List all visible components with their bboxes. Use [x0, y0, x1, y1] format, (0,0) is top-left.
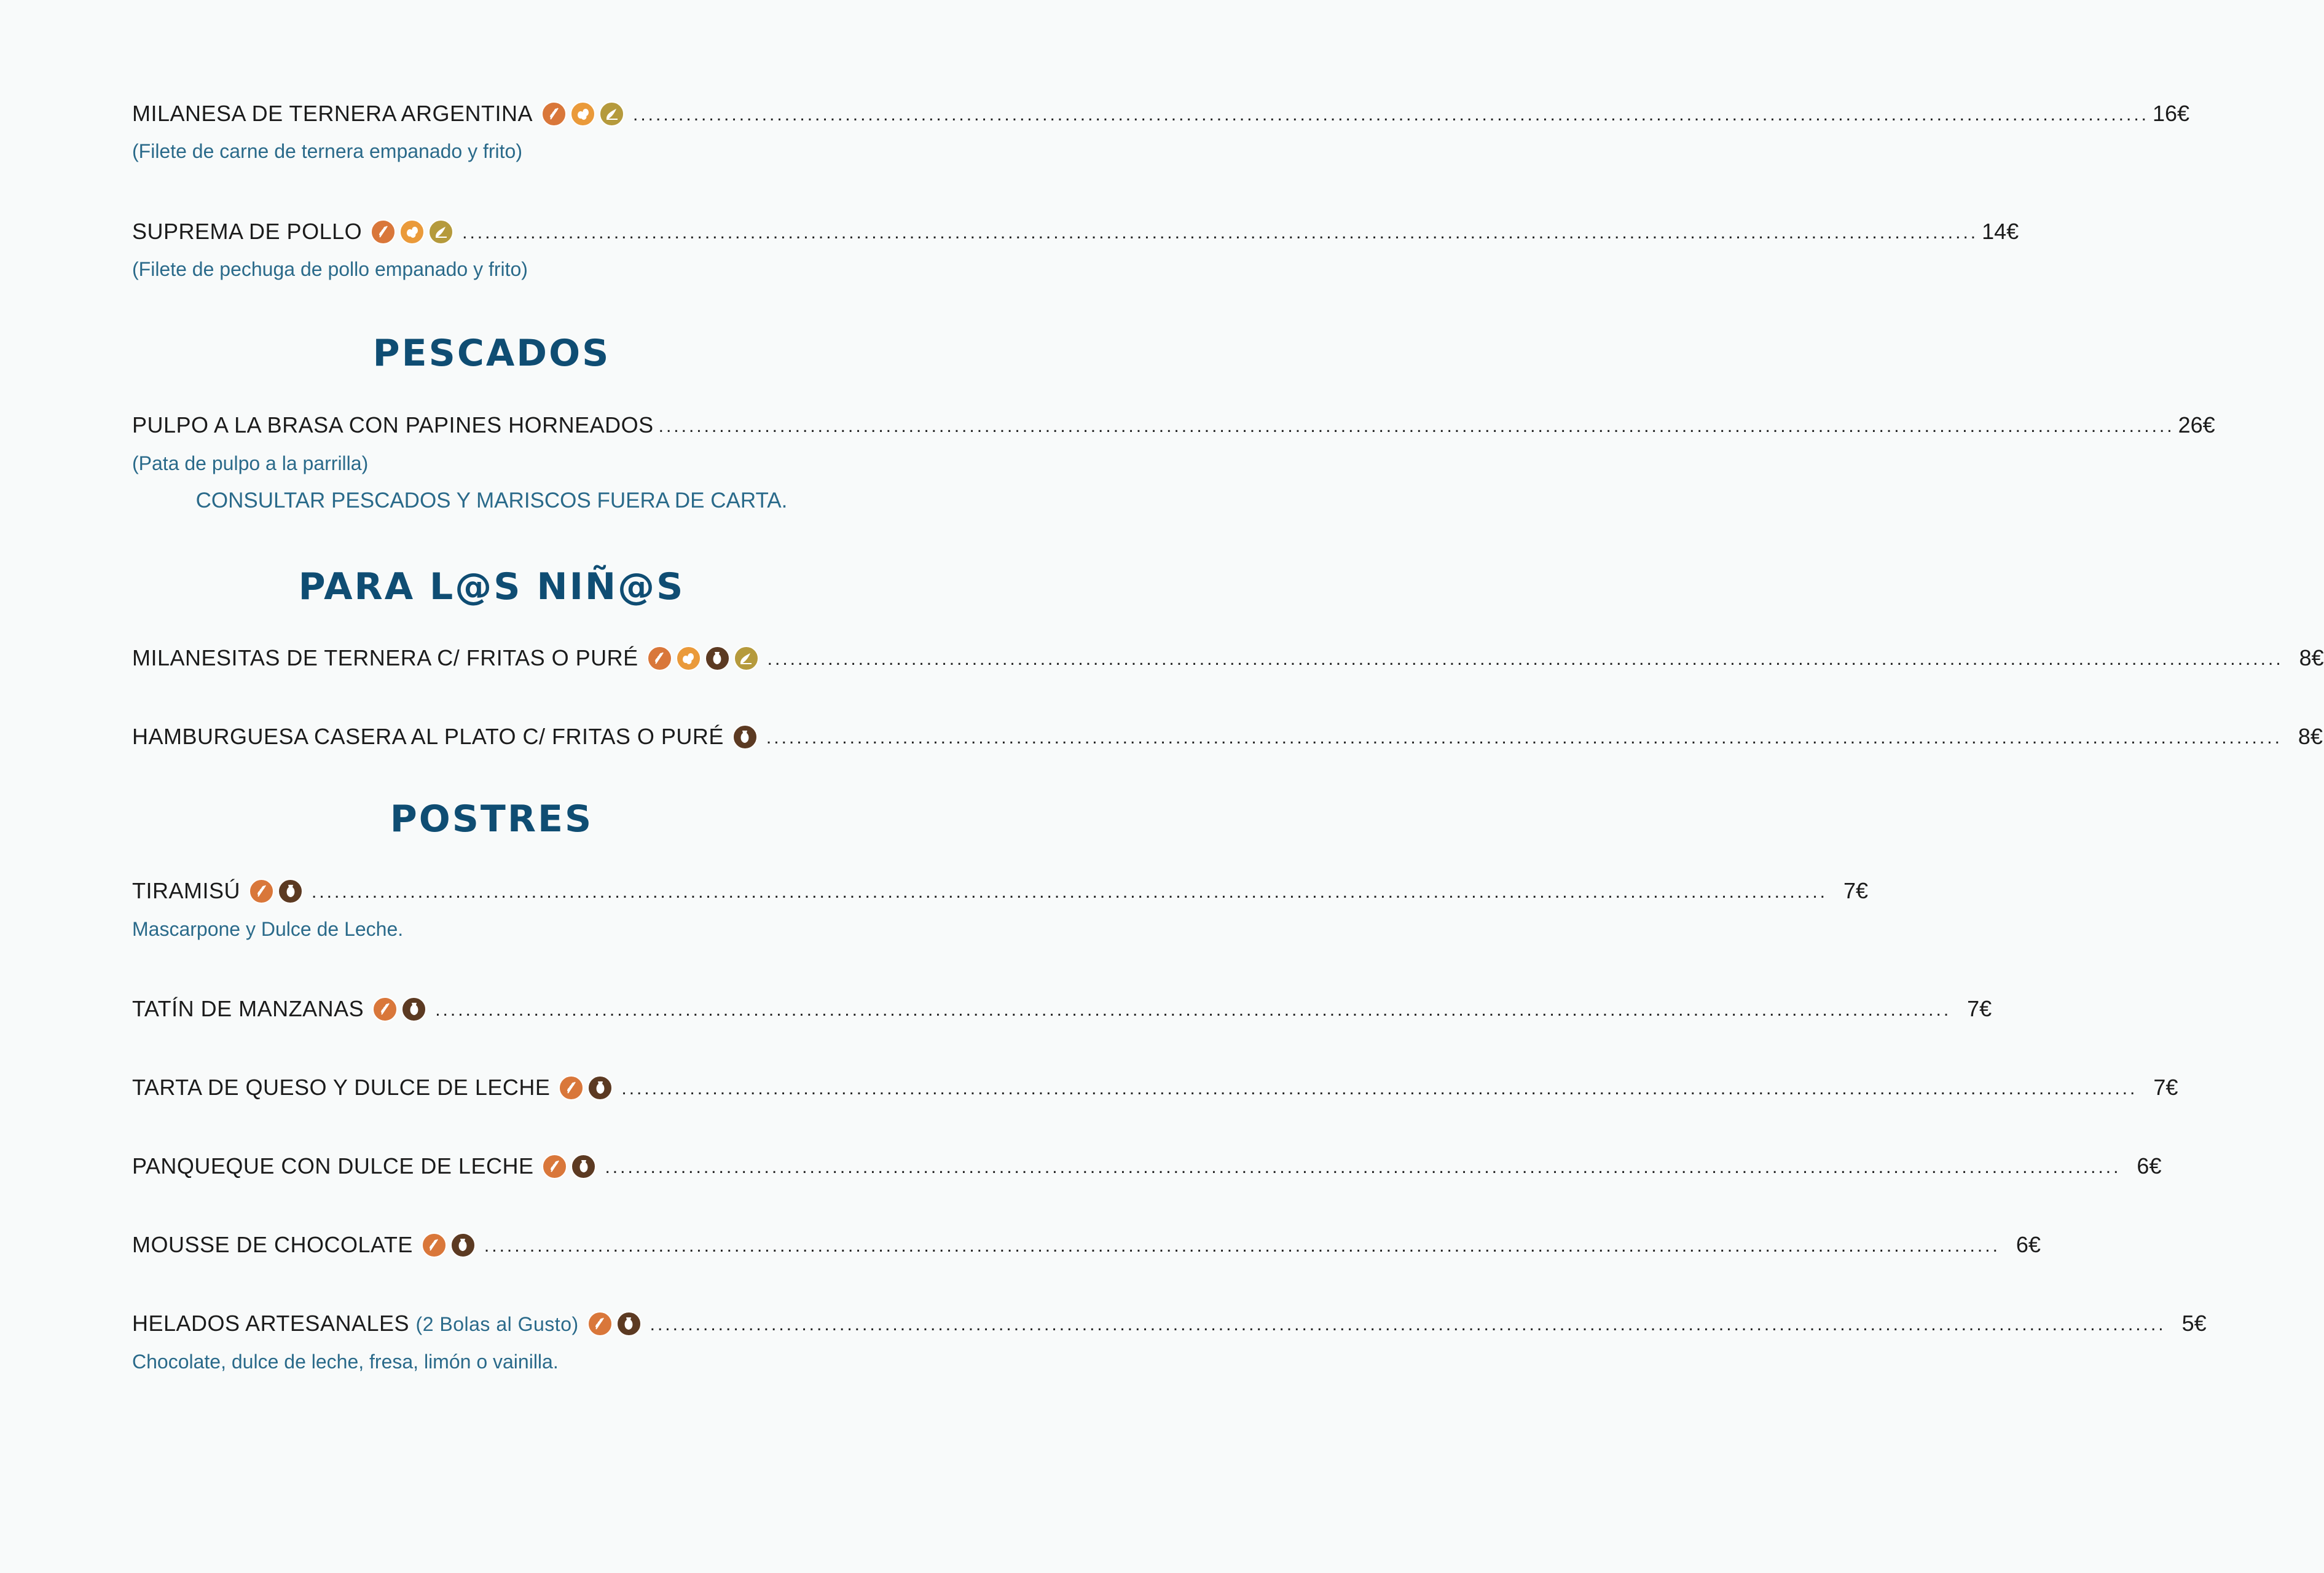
- egg-icon: [570, 101, 595, 127]
- menu-item-name: [132, 412, 654, 438]
- allergen-icons: [372, 997, 430, 1022]
- allergen-icons: [732, 724, 761, 750]
- wheat-icon: [249, 879, 274, 904]
- menu-item-description: Mascarpone y Dulce de Leche.: [132, 918, 404, 940]
- menu-item-price: 5€: [2181, 1311, 2207, 1336]
- menu-item: [132, 1151, 2162, 1182]
- menu-item: [132, 410, 2215, 441]
- wheat-icon: [422, 1233, 447, 1258]
- milk-icon: [450, 1233, 476, 1258]
- leader-dots: ........................................................................................................................................................................................................: [650, 1314, 2166, 1335]
- wheat-icon: [587, 1311, 613, 1336]
- menu-item-name-text: TARTA DE QUESO Y DULCE DE LECHE: [132, 1075, 551, 1100]
- section-heading-pescados: PESCADOS: [372, 332, 611, 375]
- menu-item-price: 7€: [1967, 996, 1992, 1021]
- menu-item-name: [132, 1232, 413, 1258]
- menu-item: [132, 1230, 2041, 1260]
- menu-item-name: [132, 996, 364, 1022]
- mustard-icon: [428, 219, 453, 245]
- mustard-icon: [599, 101, 624, 127]
- milk-icon: [278, 879, 303, 904]
- menu-item-price: 7€: [1843, 878, 1869, 903]
- egg-icon: [399, 219, 425, 245]
- wheat-icon: [647, 646, 672, 671]
- menu-item-subtitle: (2 Bolas al Gusto): [415, 1313, 579, 1335]
- section-note-pescados: CONSULTAR PESCADOS Y MARISCOS FUERA DE CARTA.: [195, 488, 788, 512]
- egg-icon: [676, 646, 701, 671]
- menu-item-price: 16€: [2153, 101, 2190, 126]
- menu-item: [132, 721, 2323, 752]
- allergen-icons: [587, 1311, 645, 1336]
- menu-item-name: [132, 1153, 533, 1179]
- menu-item-name-text: MILANESITAS DE TERNERA C/ FRITAS O PURÉ: [132, 645, 638, 670]
- menu-item-price: 6€: [2016, 1232, 2041, 1257]
- menu-item-name: [132, 645, 638, 671]
- menu-item-name-text: MILANESA DE TERNERA ARGENTINA: [132, 101, 533, 126]
- menu-item: [132, 876, 1869, 906]
- allergen-icons: [422, 1233, 479, 1258]
- menu-item-description: (Pata de pulpo a la parrilla): [132, 452, 369, 474]
- leader-dots: ........................................................................................................................................................................................................: [605, 1157, 2121, 1177]
- menu-item: [132, 1072, 2178, 1103]
- menu-item-name-text: PULPO A LA BRASA CON PAPINES HORNEADOS: [132, 412, 654, 437]
- menu-item-name: [132, 878, 240, 904]
- menu-item-name-text: HELADOS ARTESANALES: [132, 1311, 410, 1336]
- allergen-icons: [542, 1154, 600, 1179]
- milk-icon: [616, 1311, 642, 1336]
- menu-item-name: [132, 1311, 579, 1336]
- menu-item-description: (Filete de pechuga de pollo empanado y frito): [132, 258, 528, 280]
- leader-dots: ........................................................................................................................................................................................................: [767, 649, 2283, 669]
- wheat-icon: [371, 219, 396, 245]
- wheat-icon: [559, 1075, 584, 1100]
- menu-item-description: (Filete de carne de ternera empanado y frito): [132, 140, 522, 162]
- wheat-icon: [542, 1154, 567, 1179]
- leader-dots: ........................................................................................................................................................................................................: [484, 1236, 2000, 1256]
- mustard-icon: [734, 646, 759, 671]
- allergen-icons: [249, 879, 307, 904]
- allergen-icons: [371, 219, 457, 245]
- menu-item-price: 14€: [1982, 219, 2019, 244]
- leader-dots: ........................................................................................................................................................................................................: [621, 1078, 2138, 1099]
- leader-dots: ........................................................................................................................................................................................................: [633, 104, 2149, 125]
- menu-item: [132, 994, 1992, 1024]
- leader-dots: ........................................................................................................................................................................................................: [312, 882, 1828, 902]
- menu-item: [132, 216, 2019, 247]
- leader-dots: ........................................................................................................................................................................................................: [658, 416, 2175, 436]
- menu-item-name-text: MOUSSE DE CHOCOLATE: [132, 1232, 413, 1257]
- menu-item-price: 8€: [2299, 645, 2324, 670]
- leader-dots: ........................................................................................................................................................................................................: [462, 222, 1979, 243]
- wheat-icon: [541, 101, 567, 127]
- allergen-icons: [541, 101, 628, 127]
- milk-icon: [732, 724, 758, 750]
- menu-item-name-text: SUPREMA DE POLLO: [132, 219, 363, 244]
- menu-item-price: 7€: [2153, 1075, 2178, 1100]
- leader-dots: ........................................................................................................................................................................................................: [435, 1000, 1952, 1020]
- menu-item-name-text: TIRAMISÚ: [132, 878, 241, 903]
- menu-item-name-text: TATÍN DE MANZANAS: [132, 996, 364, 1021]
- leader-dots: ........................................................................................................................................................................................................: [766, 728, 2282, 748]
- milk-icon: [705, 646, 730, 671]
- menu-item-price: 6€: [2137, 1153, 2162, 1179]
- menu-item-price: 8€: [2298, 724, 2323, 749]
- menu-item-name-text: PANQUEQUE CON DULCE DE LECHE: [132, 1153, 534, 1179]
- allergen-icons: [559, 1075, 616, 1100]
- menu-item: [132, 98, 2190, 129]
- menu-item-price: 26€: [2178, 412, 2215, 437]
- milk-icon: [587, 1075, 613, 1100]
- milk-icon: [401, 997, 426, 1022]
- wheat-icon: [372, 997, 398, 1022]
- menu-item: [132, 1308, 2207, 1339]
- menu-item-name: [132, 724, 724, 750]
- menu-item-name: [132, 101, 533, 127]
- allergen-icons: [647, 646, 763, 671]
- menu-item-name: [132, 219, 362, 245]
- section-heading-postres: POSTRES: [390, 798, 594, 841]
- menu-item-name-text: HAMBURGUESA CASERA AL PLATO C/ FRITAS O PURÉ: [132, 724, 724, 749]
- milk-icon: [571, 1154, 596, 1179]
- menu-item-description: Chocolate, dulce de leche, fresa, limón o vainilla.: [132, 1351, 559, 1373]
- menu-item-name: [132, 1075, 550, 1100]
- section-heading-ninos: PARA L@S NIÑ@S: [298, 565, 685, 608]
- menu-item: [132, 643, 2324, 673]
